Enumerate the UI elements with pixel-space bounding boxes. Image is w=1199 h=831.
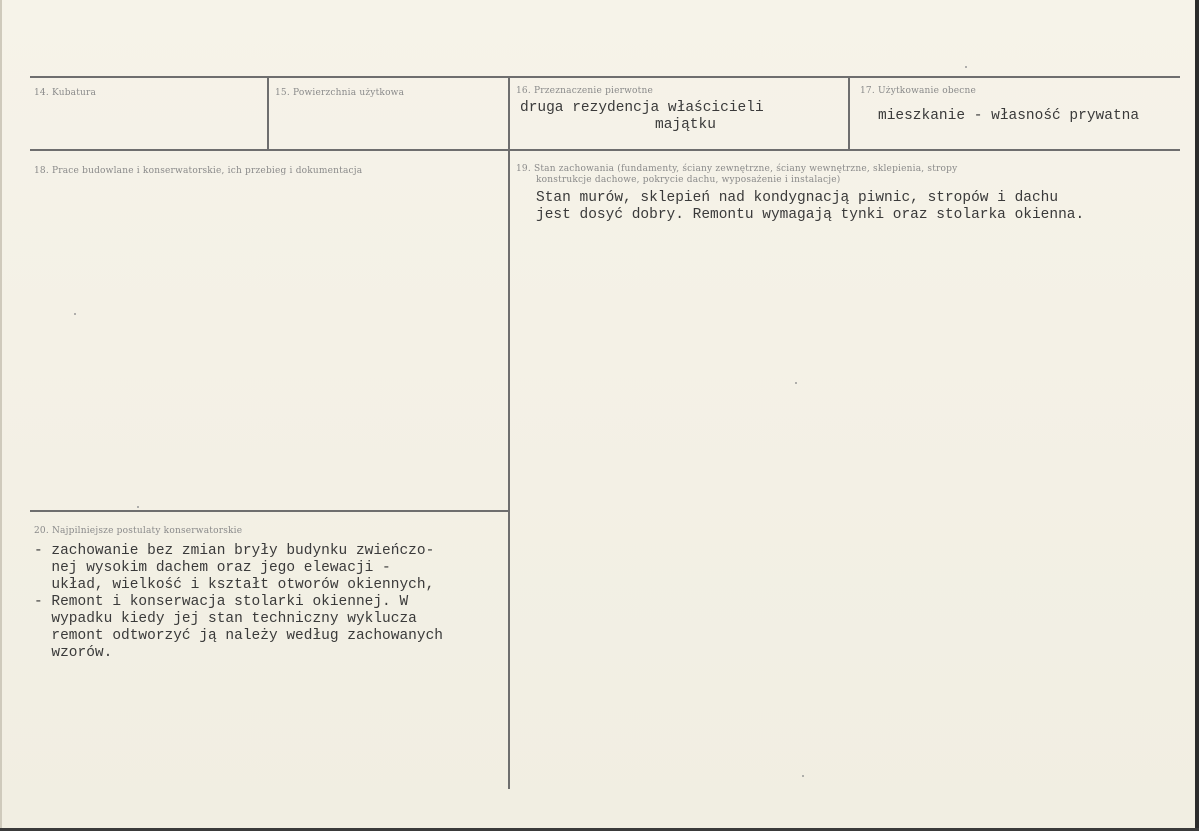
- field-20-value-line-4: - Remont i konserwacja stolarki okiennej. W: [34, 594, 409, 610]
- field-17-value: mieszkanie - własność prywatna: [878, 108, 1140, 124]
- paper-speck: [802, 775, 804, 777]
- field-19-value-line-2: jest dosyć dobry. Remontu wymagają tynki oraz stolarka okienna.: [536, 207, 1085, 223]
- field-18-label: 18. Prace budowlane i konserwatorskie, ich przebieg i dokumentacja: [34, 166, 363, 176]
- field-20-label: 20. Najpilniejsze postulaty konserwatorskie: [34, 526, 243, 536]
- card-edge-right: [1195, 0, 1199, 831]
- field-16-label: 16. Przeznaczenie pierwotne: [516, 86, 654, 96]
- paper-speck: [74, 313, 76, 315]
- left-column-divider-rule: [30, 510, 510, 512]
- field-19-label-line-2: konstrukcje dachowe, pokrycie dachu, wyposażenie i instalacje): [536, 175, 841, 185]
- field-19-label-line-1: 19. Stan zachowania (fundamenty, ściany zewnętrzne, ściany wewnętrzne, sklepienia, stropy: [516, 164, 958, 174]
- paper-speck: [795, 382, 797, 384]
- paper-speck: [137, 506, 139, 508]
- field-20-value-line-1: - zachowanie bez zmian bryły budynku zwieńczo-: [34, 543, 435, 559]
- field-15-label: 15. Powierzchnia użytkowa: [275, 88, 405, 98]
- card-edge-left: [0, 0, 2, 831]
- divider-14-15: [267, 76, 269, 150]
- field-17-label: 17. Użytkowanie obecne: [860, 86, 977, 96]
- top-rule: [30, 76, 1180, 78]
- field-19-value-line-1: Stan murów, sklepień nad kondygnacją piwnic, stropów i dachu: [536, 190, 1059, 206]
- field-16-value-line-2: majątku: [655, 117, 716, 133]
- field-14-label: 14. Kubatura: [34, 88, 97, 98]
- field-20-value-line-3: układ, wielkość i kształt otworów okiennych,: [34, 577, 435, 593]
- field-16-value-line-1: druga rezydencja właścicieli: [520, 100, 764, 116]
- field-20-value-line-6: remont odtworzyć ją należy według zachowanych: [34, 628, 443, 644]
- field-20-value-line-7: wzorów.: [34, 645, 113, 661]
- field-20-value-line-5: wypadku kiedy jej stan techniczny wyklucza: [34, 611, 417, 627]
- divider-16-17: [848, 76, 850, 150]
- paper-speck: [965, 66, 967, 68]
- field-20-value-line-2: nej wysokim dachem oraz jego elewacji -: [34, 560, 391, 576]
- main-column-divider: [508, 76, 510, 789]
- row1-bottom-rule: [30, 149, 1180, 151]
